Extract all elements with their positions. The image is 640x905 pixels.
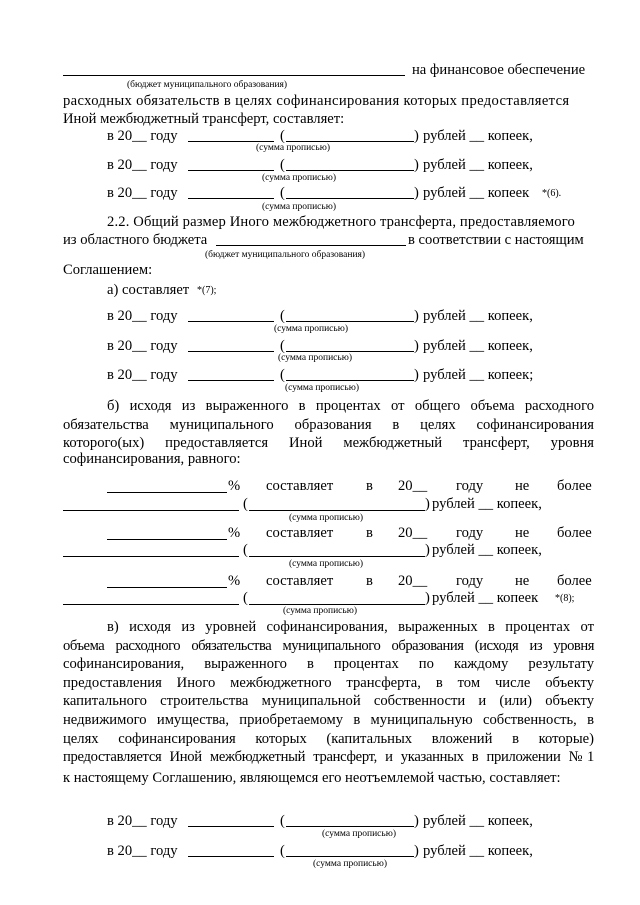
amount-words-close: ) [414,308,419,324]
amount-words-close: ) [414,128,419,144]
amount-text: рублей __ копеек; [423,367,534,383]
pct-word: в [366,525,373,541]
year-label: в 20__ году [107,308,178,324]
item-v-paragraph [63,618,594,767]
pct-year: 20__ [398,573,428,589]
amount-text: рублей __ копеек, [423,157,533,173]
transfer-text: Иной межбюджетный трансферт, составляет: [63,111,345,127]
municipal-budget-blank[interactable] [216,245,406,246]
amount-figure-blank[interactable] [188,856,274,857]
amount-words-close: ) [414,185,419,201]
pct-word: не [515,525,530,541]
sum-in-words-caption: (сумма прописью) [289,559,363,569]
amount-words-blank[interactable] [286,198,414,199]
amount-words-open: ( [280,128,285,144]
amount-words-open: ( [280,843,285,859]
year-label: в 20__ году [107,157,178,173]
item-v-last-line: к настоящему Соглашению, являющемся его неотъемлемой частью, составляет: [63,770,561,786]
amount-figure-blank[interactable] [188,351,274,352]
amount-figure-blank[interactable] [63,556,239,557]
pct-year: 20__ [398,525,428,541]
percent-blank[interactable] [107,539,227,540]
amount-words-blank[interactable] [249,556,425,557]
sum-in-words-caption: (сумма прописью) [274,324,348,334]
pct-year: 20__ [398,478,428,494]
year-label: в 20__ году [107,128,178,144]
amount-words-open: ( [280,338,285,354]
amount-words-blank[interactable] [286,321,414,322]
amount-text: рублей __ копеек, [432,542,542,558]
sum-in-words-caption: (сумма прописью) [256,143,330,153]
sum-in-words-caption: (сумма прописью) [289,513,363,523]
municipal-budget-caption: (бюджет муниципального образования) [205,250,366,260]
amount-words-blank[interactable] [286,380,414,381]
item-v-line: предоставляется Иной межбюджетный трансферт, и указанных в приложении №1 [63,749,594,766]
amount-words-open: ( [243,590,248,606]
pct-word: составляет [266,525,334,541]
agreement-ref-text: в соответствии с настоящим [408,232,584,248]
amount-figure-blank[interactable] [188,141,274,142]
amount-words-blank[interactable] [249,604,425,605]
pct-word: в [366,573,373,589]
year-label: в 20__ году [107,367,178,383]
pct-word: году [456,525,484,541]
item-b-line: которого(ых) предоставляется Иной межбюджетный трансферт, уровня [63,435,594,452]
amount-words-close: ) [414,843,419,859]
amount-words-blank[interactable] [286,351,414,352]
footnote-6[interactable]: *(6). [542,188,562,199]
percent-blank[interactable] [107,492,227,493]
amount-words-blank[interactable] [249,510,425,511]
item-b-line: обязательства муниципального образования в целях софинансирования [63,416,594,433]
percent-sign: % [228,478,241,494]
sum-in-words-caption: (сумма прописью) [283,606,357,616]
amount-figure-blank[interactable] [188,170,274,171]
amount-text: рублей __ копеек, [432,496,542,512]
sum-in-words-caption: (сумма прописью) [322,829,396,839]
amount-figure-blank[interactable] [63,604,239,605]
pct-word: составляет [266,573,334,589]
item-a-label: а) составляет [107,282,190,298]
item-b-paragraph [63,397,594,453]
item-v-line: софинансирования, выраженного в процентах по каждому результату [63,656,594,673]
municipal-budget-blank[interactable] [63,75,405,76]
amount-words-open: ( [280,157,285,173]
percent-sign: % [228,573,241,589]
amount-words-blank[interactable] [286,856,414,857]
pct-word: более [557,478,592,494]
amount-words-blank[interactable] [286,826,414,827]
item-v-line: недвижимого имущества, приобретаемому в муниципальную собственность, в [63,711,594,728]
amount-words-open: ( [280,308,285,324]
item-v-line-first: в) исходя из уровней софинансирования, выраженных в процентах от [107,619,594,635]
percent-blank[interactable] [107,587,227,588]
regional-budget-text: из областного бюджета [63,232,208,248]
amount-figure-blank[interactable] [188,380,274,381]
amount-words-open: ( [280,367,285,383]
item-v-line: капитального строительства муниципальной собственности и (или) объекту [63,693,594,710]
footnote-8[interactable]: *(8); [555,593,575,604]
amount-words-close: ) [425,542,430,558]
amount-words-blank[interactable] [286,170,414,171]
amount-words-open: ( [243,496,248,512]
amount-text: рублей __ копеек, [423,308,533,324]
item-v-line: предоставления Иного межбюджетного трансферта, в том числе объекту [63,674,594,691]
amount-words-close: ) [414,338,419,354]
year-label: в 20__ году [107,338,178,354]
section-2-2-text: 2.2. Общий размер Иного межбюджетного трансферта, предоставляемого [107,214,575,230]
amount-words-close: ) [414,813,419,829]
item-b-last-line: софинансирования, равного: [63,451,241,467]
year-label: в 20__ году [107,813,178,829]
sum-in-words-caption: (сумма прописью) [313,859,387,869]
year-label: в 20__ году [107,843,178,859]
year-label: в 20__ году [107,185,178,201]
agreement-word: Соглашением: [63,262,153,278]
item-b-line-first: б) исходя из выраженного в процентах от общего объема расходного [107,398,594,414]
amount-words-open: ( [280,813,285,829]
percent-sign: % [228,525,241,541]
amount-words-close: ) [414,157,419,173]
amount-words-open: ( [243,542,248,558]
amount-text: рублей __ копеек, [423,813,533,829]
amount-text: рублей __ копеек, [423,338,533,354]
pct-word: составляет [266,478,334,494]
footnote-7[interactable]: *(7); [197,285,217,296]
amount-words-close: ) [425,590,430,606]
amount-words-blank[interactable] [286,141,414,142]
amount-text: рублей __ копеек [432,590,539,606]
pct-word: году [456,478,484,494]
amount-text: рублей __ копеек, [423,128,533,144]
item-v-line: объема расходного обязательства муниципального образования (исходя из уровня [63,637,594,654]
pct-word: не [515,478,530,494]
pct-word: не [515,573,530,589]
amount-words-close: ) [425,496,430,512]
amount-text: рублей __ копеек [423,185,530,201]
item-v-line: целях софинансирования которых (капитальных вложений в которые) [63,730,594,747]
amount-figure-blank[interactable] [63,510,239,511]
amount-figure-blank[interactable] [188,826,274,827]
amount-figure-blank[interactable] [188,321,274,322]
pct-word: более [557,525,592,541]
sum-in-words-caption: (сумма прописью) [285,383,359,393]
pct-word: более [557,573,592,589]
pct-word: в [366,478,373,494]
amount-words-close: ) [414,367,419,383]
sum-in-words-caption: (сумма прописью) [262,202,336,212]
amount-text: рублей __ копеек, [423,843,533,859]
financing-text: на финансовое обеспечение [412,62,586,78]
municipal-budget-caption: (бюджет муниципального образования) [127,80,288,90]
pct-word: году [456,573,484,589]
sum-in-words-caption: (сумма прописью) [278,353,352,363]
amount-words-open: ( [280,185,285,201]
sum-in-words-caption: (сумма прописью) [262,173,336,183]
obligations-text: расходных обязательств в целях софинансирования которых предоставляется [63,93,570,109]
amount-figure-blank[interactable] [188,198,274,199]
